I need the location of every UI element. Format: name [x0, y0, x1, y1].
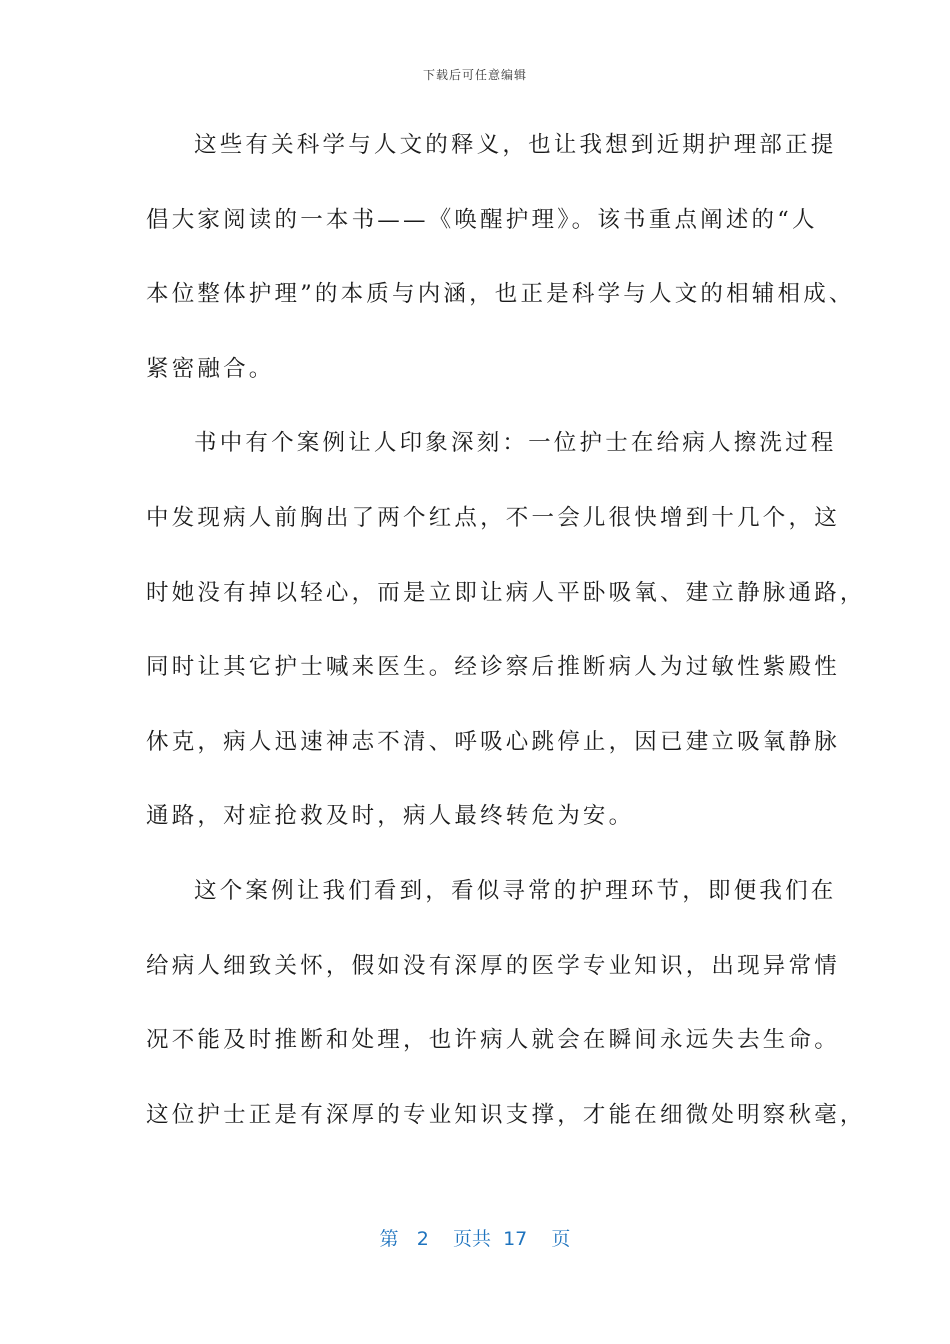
- paragraph-2-line-1: 书中有个案例让人印象深刻：一位护士在给病人擦洗过程: [194, 430, 837, 457]
- footer-total-pages: 17: [503, 1228, 528, 1250]
- paragraph-3-line-2: 给病人细致关怀，假如没有深厚的医学专业知识，出现异常情: [146, 952, 840, 979]
- paragraph-2-line-4: 同时让其它护士喊来医生。经诊察后推断病人为过敏性紫殿性: [146, 654, 840, 681]
- paragraph-2-line-5: 休克，病人迅速神志不清、呼吸心跳停止，因已建立吸氧静脉: [146, 728, 840, 755]
- paragraph-2-line-6: 通路，对症抢救及时，病人最终转危为安。: [146, 803, 635, 830]
- document-body: [146, 122, 866, 1166]
- paragraph-2-line-3: 时她没有掉以轻心，而是立即让病人平卧吸氧、建立静脉通路，: [146, 579, 866, 606]
- paragraph-1-line-1: 这些有关科学与人文的释义，也让我想到近期护理部正提: [194, 132, 837, 158]
- paragraph-2-line-2: 中发现病人前胸出了两个红点，不一会儿很快增到十几个，这: [146, 504, 840, 531]
- footer-middle: 页共: [452, 1228, 491, 1250]
- paragraph-3-line-3: 况不能及时推断和处理，也许病人就会在瞬间永远失去生命。: [146, 1027, 840, 1054]
- footer-prefix: 第: [379, 1228, 399, 1250]
- page-footer: [0, 1224, 950, 1251]
- paragraph-1-line-2: 倡大家阅读的一本书——《唤醒护理》。该书重点阐述的“人: [146, 206, 818, 233]
- footer-page-number: 2: [416, 1228, 429, 1250]
- paragraph-1-line-4: 紧密融合。: [146, 355, 275, 382]
- paragraph-1-line-3: 本位整体护理”的本质与内涵，也正是科学与人文的相辅相成、: [146, 281, 855, 308]
- paragraph-3-line-1: 这个案例让我们看到，看似寻常的护理环节，即便我们在: [194, 877, 837, 904]
- footer-suffix: 页: [551, 1228, 571, 1250]
- paragraph-3-line-4: 这位护士正是有深厚的专业知识支撑，才能在细微处明察秋毫，: [146, 1101, 866, 1128]
- page-header: 下载后可任意编辑: [422, 68, 527, 82]
